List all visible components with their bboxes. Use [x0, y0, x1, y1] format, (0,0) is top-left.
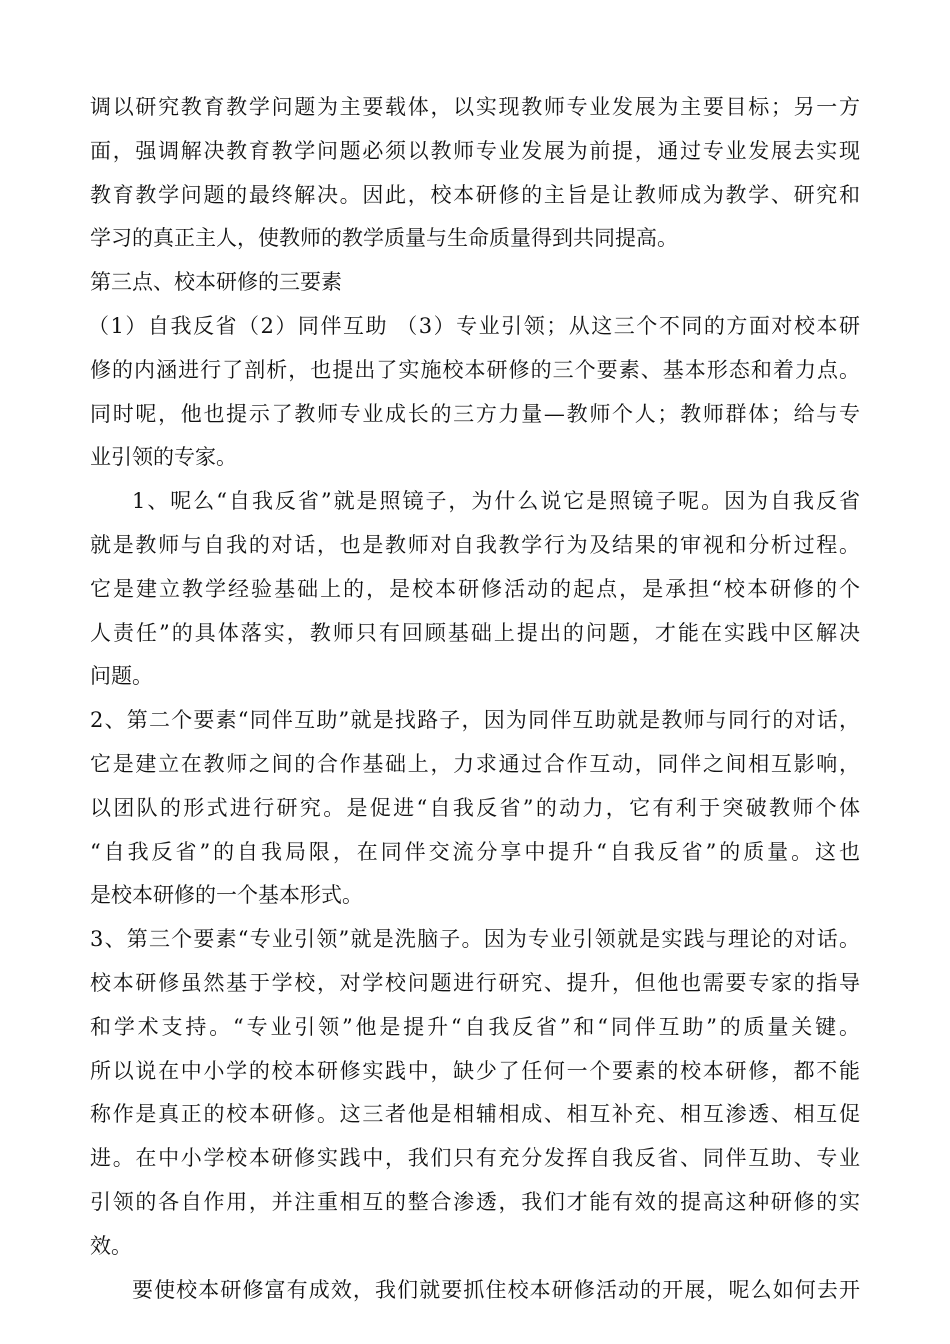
text-line: 调以研究教育教学问题为主要载体，以实现教师专业发展为主要目标；另一方 — [90, 95, 860, 119]
text-line: 修的内涵进行了剖析，也提出了实施校本研修的三个要素、基本形态和着力点。 — [90, 357, 860, 382]
text-line: 面，强调解决教育教学问题必须以教师专业发展为前提，通过专业发展去实现 — [90, 138, 860, 163]
text-line: 所以说在中小学的校本研修实践中，缺少了任何一个要素的校本研修，都不能 — [90, 1058, 860, 1083]
text-line: 和学术支持。“专业引领”他是提升“自我反省”和“同伴互助”的质量关键。 — [90, 1014, 860, 1039]
text-line: 1、呢么“自我反省”就是照镜子，为什么说它是照镜子呢。因为自我反省 — [132, 489, 860, 514]
text-line: 教育教学问题的最终解决。因此，校本研修的主旨是让教师成为教学、研究和 — [90, 182, 860, 207]
text-line: 它是建立在教师之间的合作基础上，力求通过合作互动，同伴之间相互影响， — [90, 751, 860, 776]
text-line: 人责任”的具体落实，教师只有回顾基础上提出的问题，才能在实践中区解决 — [90, 620, 860, 645]
text-line: 就是教师与自我的对话，也是教师对自我教学行为及结果的审视和分析过程。 — [90, 532, 860, 557]
text-line: （1）自我反省（2）同伴互助 （3）专业引领；从这三个不同的方面对校本研 — [88, 313, 860, 338]
text-line: 进。在中小学校本研修实践中，我们只有充分发挥自我反省、同伴互助、专业 — [90, 1146, 860, 1171]
text-line: 3、第三个要素“专业引领”就是洗脑子。因为专业引领就是实践与理论的对话。 — [90, 927, 860, 952]
text-line: 效。 — [90, 1233, 132, 1258]
text-line: 引领的各自作用，并注重相互的整合渗透，我们才能有效的提高这种研修的实 — [90, 1189, 860, 1214]
text-line: 业引领的专家。 — [90, 445, 237, 470]
text-line: 校本研修虽然基于学校，对学校问题进行研究、提升，但他也需要专家的指导 — [90, 970, 860, 995]
text-line: 以团队的形式进行研究。是促进“自我反省”的动力，它有利于突破教师个体 — [90, 795, 860, 820]
text-line: 称作是真正的校本研修。这三者他是相辅相成、相互补充、相互渗透、相互促 — [90, 1102, 860, 1127]
text-line: “自我反省”的自我局限，在同伴交流分享中提升“自我反省”的质量。这也 — [90, 839, 860, 864]
section-heading: 第三点、校本研修的三要素 — [90, 270, 342, 295]
document-body — [90, 86, 860, 1312]
text-line: 学习的真正主人，使教师的教学质量与生命质量得到共同提高。 — [90, 226, 678, 251]
text-line: 同时呢，他也提示了教师专业成长的三方力量—教师个人；教师群体；给与专 — [90, 401, 860, 426]
text-line: 2、第二个要素“同伴互助”就是找路子，因为同伴互助就是教师与同行的对话， — [90, 708, 860, 733]
text-line: 它是建立教学经验基础上的，是校本研修活动的起点，是承担“校本研修的个 — [90, 576, 860, 601]
text-line: 是校本研修的一个基本形式。 — [90, 883, 363, 908]
text-line: 要使校本研修富有成效，我们就要抓住校本研修活动的开展，呢么如何去开 — [132, 1277, 860, 1302]
text-line: 问题。 — [90, 664, 153, 689]
